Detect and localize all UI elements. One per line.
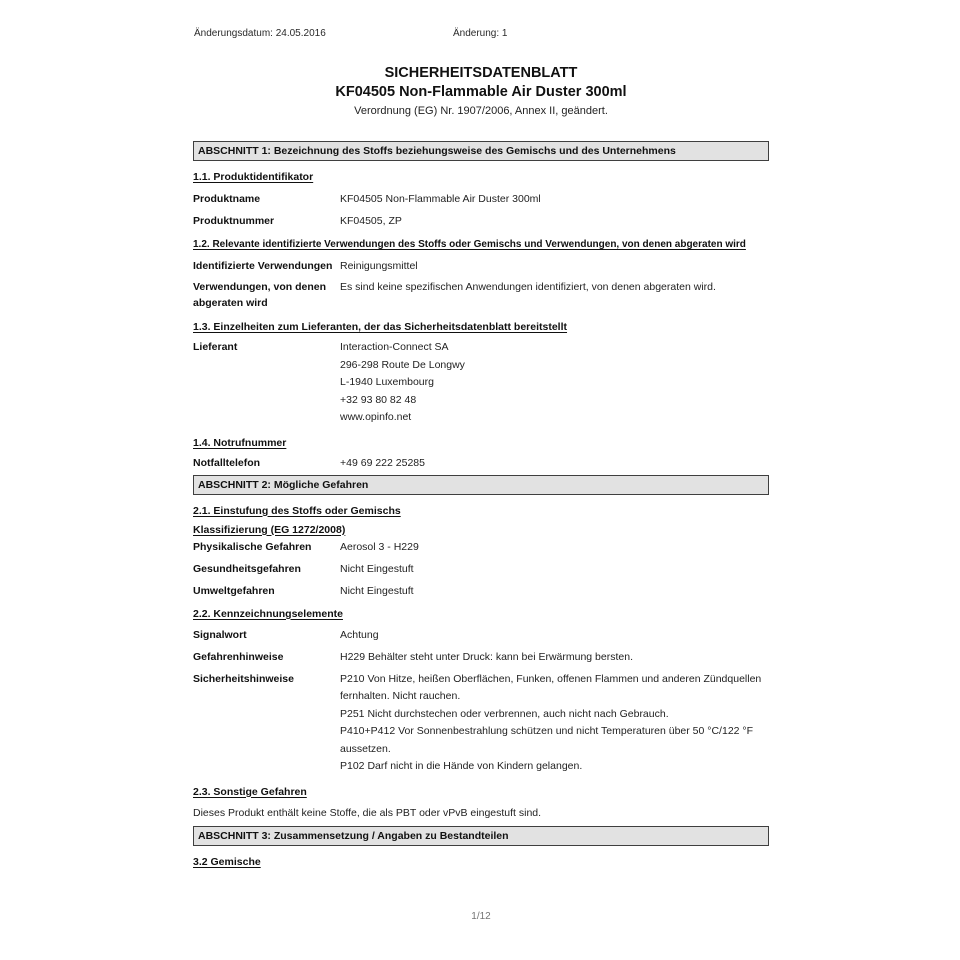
field-label: Identifizierte Verwendungen [193,260,333,272]
field-row-produktname [193,191,769,207]
field-value: Nicht Eingestuft [340,562,414,575]
product-title: KF04505 Non-Flammable Air Duster 300ml [335,84,627,100]
precautionary-statements [340,671,769,776]
field-label: Physikalische Gefahren [193,540,312,553]
field-label: Notfalltelefon [193,456,261,469]
heading-2-1: 2.1. Einstufung des Stoffs oder Gemischs [193,504,401,517]
field-label: Sicherheitshinweise [193,672,294,685]
p-statement: P210 Von Hitze, heißen Oberflächen, Funken, offenen Flammen und anderen Zündquellen fernhalten. Nicht rauchen. [340,672,762,702]
heading-klassifizierung: Klassifizierung (EG 1272/2008) [193,523,346,536]
field-row-produktnummer [193,213,769,229]
supplier-address-block [340,339,769,427]
p-statement: P410+P412 Vor Sonnenbestrahlung schützen und nicht Temperaturen über 50 °C/122 °F aussetzen. [340,725,754,755]
heading-2-3: 2.3. Sonstige Gefahren [193,785,307,798]
field-label: Produktname [193,193,261,205]
field-value: Nicht Eingestuft [340,584,414,597]
supplier-address-line: L-1940 Luxembourg [340,376,434,388]
field-label: Produktnummer [193,215,275,227]
supplier-website: www.opinfo.net [340,411,412,423]
field-value: +49 69 222 25285 [340,456,425,469]
field-value: KF04505 Non-Flammable Air Duster 300ml [340,193,541,205]
regulation-subtitle: Verordnung (EG) Nr. 1907/2006, Annex II, geändert. [354,105,608,117]
heading-1-3: 1.3. Einzelheiten zum Lieferanten, der das Sicherheitsdatenblatt bereitstellt [193,321,568,333]
section-1-header-bar: ABSCHNITT 1: Bezeichnung des Stoffs beziehungsweise des Gemischs und des Unternehmens [193,141,769,161]
field-value: KF04505, ZP [340,215,402,227]
section-3-header-bar: ABSCHNITT 3: Zusammensetzung / Angaben zu Bestandteilen [193,826,769,846]
heading-3-2: 3.2 Gemische [193,855,261,868]
page-number: 1/12 [471,911,491,922]
field-label: Umweltgefahren [193,584,275,597]
supplier-phone: +32 93 80 82 48 [340,393,417,406]
field-row-abgeratene-verwendungen [193,279,769,311]
field-value: Achtung [340,628,379,641]
document-title: SICHERHEITSDATENBLATT [384,65,578,81]
supplier-name: Interaction-Connect SA [340,341,449,353]
document-header [193,27,769,40]
heading-1-1: 1.1. Produktidentifikator [193,171,314,183]
field-label: Verwendungen, von denen abgeraten wird [193,281,327,309]
p-statement: P102 Darf nicht in die Hände von Kindern gelangen. [340,760,583,772]
heading-1-2: 1.2. Relevante identifizierte Verwendungen des Stoffs oder Gemischs und Verwendungen, von denen abgeraten wird [193,239,746,250]
field-row-identifizierte-verwendungen [193,258,769,274]
field-row-signalwort [193,627,769,643]
field-row-umweltgefahren [193,583,769,599]
field-label: Signalwort [193,628,247,641]
section-2-header-bar: ABSCHNITT 2: Mögliche Gefahren [193,475,769,495]
field-value: Reinigungsmittel [340,260,418,272]
p-statement: P251 Nicht durchstechen oder verbrennen, auch nicht nach Gebrauch. [340,707,669,720]
field-label: Gesundheitsgefahren [193,562,301,575]
supplier-address-line: 296-298 Route De Longwy [340,358,465,371]
field-row-gesundheitsgefahren [193,561,769,577]
field-value: Aerosol 3 - H229 [340,540,419,553]
document-content [193,0,769,870]
title-block [193,64,769,120]
heading-1-4: 1.4. Notrufnummer [193,436,287,449]
field-label: Lieferant [193,341,238,353]
field-row-notfalltelefon [193,455,769,471]
sonstige-gefahren-text: Dieses Produkt enthält keine Stoffe, die als PBT oder vPvB eingestuft sind. [193,806,542,819]
field-row-sicherheitshinweise [193,671,769,776]
field-label: Gefahrenhinweise [193,650,284,663]
field-value: H229 Behälter steht unter Druck: kann bei Erwärmung bersten. [340,650,633,663]
revision-text: Änderung: 1 [453,28,508,39]
field-value: Es sind keine spezifischen Anwendungen identifiziert, von denen abgeraten wird. [340,281,716,293]
field-row-physikalische-gefahren [193,539,769,555]
field-row-gefahrenhinweise [193,649,769,665]
field-row-lieferant [193,339,769,427]
heading-2-2: 2.2. Kennzeichnungselemente [193,607,343,620]
change-date-text: Änderungsdatum: 24.05.2016 [194,28,326,39]
